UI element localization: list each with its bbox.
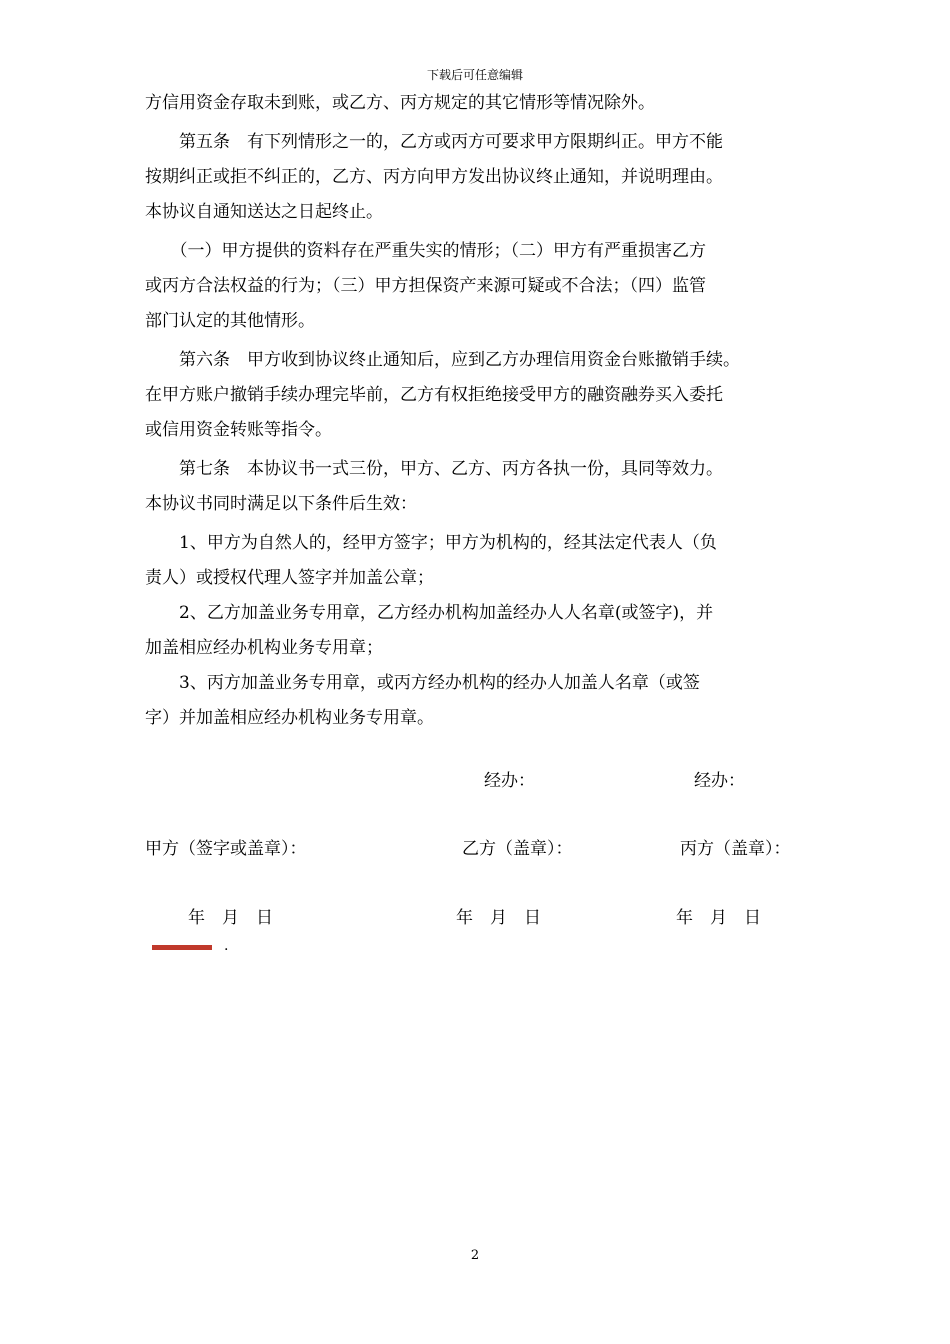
body-line: 在甲方账户撤销手续办理完毕前，乙方有权拒绝接受甲方的融资融券买入委托 — [145, 385, 723, 405]
handler-label-c: 经办： — [694, 771, 745, 791]
body-line: 本协议书同时满足以下条件后生效： — [145, 494, 417, 514]
page-number: 2 — [470, 1248, 480, 1263]
condition-1-line: 1、甲方为自然人的，经甲方签字；甲方为机构的，经其法定代表人（负 — [145, 533, 717, 553]
body-line: 责人）或授权代理人签字并加盖公章； — [145, 568, 434, 588]
body-line: 部门认定的其他情形。 — [145, 311, 315, 331]
party-c-date: 年 月 日 — [676, 908, 761, 928]
article-6-line: 第六条 甲方收到协议终止通知后，应到乙方办理信用资金台账撤销手续。 — [145, 350, 740, 370]
red-mark — [152, 945, 212, 950]
body-line: 按期纠正或拒不纠正的，乙方、丙方向甲方发出协议终止通知，并说明理由。 — [145, 167, 723, 187]
body-line: 方信用资金存取未到账，或乙方、丙方规定的其它情形等情况除外。 — [145, 93, 655, 113]
handler-label-b: 经办： — [484, 771, 535, 791]
body-line: 或信用资金转账等指令。 — [145, 420, 332, 440]
document-body — [145, 86, 815, 736]
body-line: 本协议自通知送达之日起终止。 — [145, 202, 383, 222]
body-line: 或丙方合法权益的行为；（三）甲方担保资产来源可疑或不合法；（四）监管 — [145, 276, 706, 296]
party-c-seal-label: 丙方（盖章）： — [680, 839, 791, 859]
body-line: （一）甲方提供的资料存在严重失实的情形；（二）甲方有严重损害乙方 — [145, 241, 706, 261]
header-note: 下载后可任意编辑 — [426, 68, 523, 82]
body-line: 加盖相应经办机构业务专用章； — [145, 638, 383, 658]
party-a-date: 年 月 日 — [188, 908, 273, 928]
party-b-seal-label: 乙方（盖章）： — [462, 839, 573, 859]
article-7-line: 第七条 本协议书一式三份，甲方、乙方、丙方各执一份，具同等效力。 — [145, 459, 723, 479]
condition-3-line: 3、丙方加盖业务专用章，或丙方经办机构的经办人加盖人名章（或签 — [145, 673, 700, 693]
condition-2-line: 2、乙方加盖业务专用章，乙方经办机构加盖经办人人名章(或签字)，并 — [145, 603, 714, 623]
body-line: 字）并加盖相应经办机构业务专用章。 — [145, 708, 434, 728]
party-a-signature-label: 甲方（签字或盖章）： — [145, 839, 307, 859]
party-b-date: 年 月 日 — [456, 908, 541, 928]
trailing-dot: . — [224, 938, 229, 954]
article-5-line: 第五条 有下列情形之一的，乙方或丙方可要求甲方限期纠正。甲方不能 — [145, 132, 723, 152]
